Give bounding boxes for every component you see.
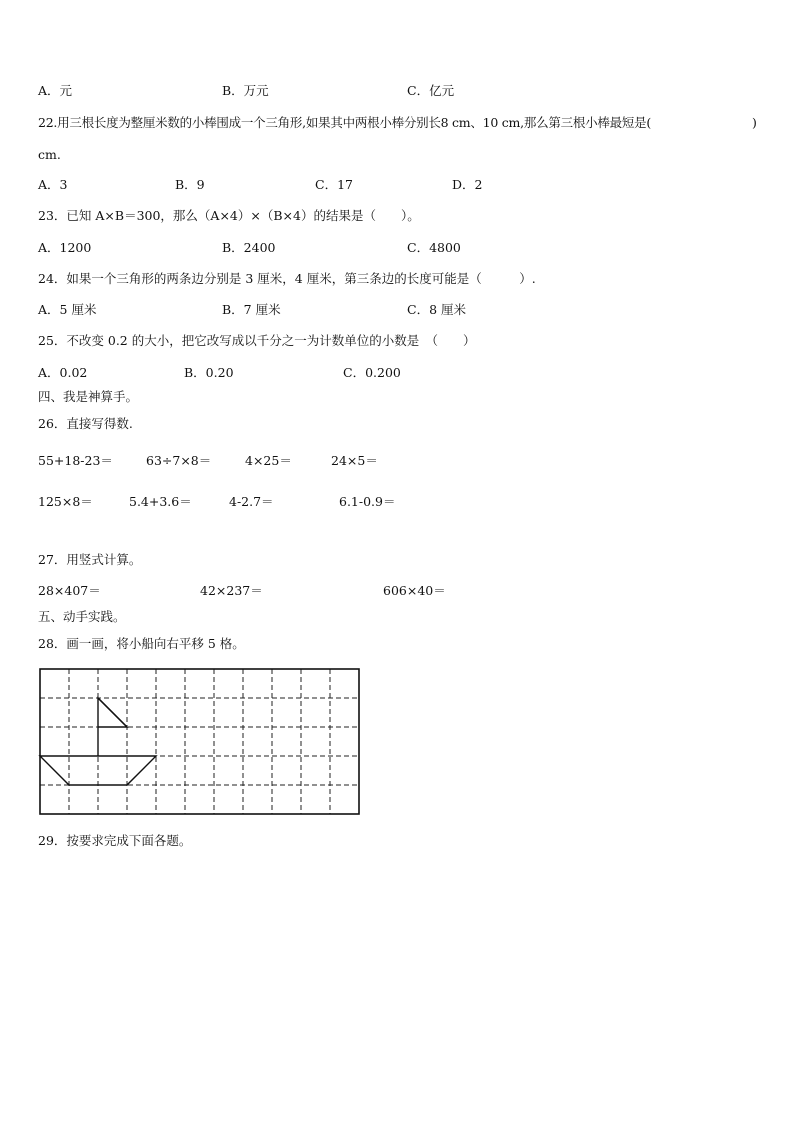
- q25-question: 25．不改变 0.2 的大小，把它改写成以千分之一为计数单位的小数是 （ ）: [38, 333, 476, 348]
- section4-title: 四、我是神算手。: [38, 389, 139, 404]
- q23-option-b: B．2400: [222, 240, 276, 255]
- boat-sail-diagonal: [98, 698, 127, 727]
- q22-option-b: B．9: [175, 177, 205, 192]
- boat-sail: [98, 698, 127, 756]
- q26-item: 63÷7×8＝: [146, 453, 212, 468]
- section5-title: 五、动手实践。: [38, 609, 126, 624]
- q27-item: 28×407＝: [38, 583, 101, 598]
- q26-item: 5.4+3.6＝: [129, 494, 192, 509]
- q25-option-b: B．0.20: [184, 365, 234, 380]
- q21-option-c: C．亿元: [407, 83, 455, 98]
- boat-shape: [40, 698, 156, 785]
- q22-question-line1: 22.用三根长度为整厘米数的小棒围成一个三角形,如果其中两根小棒分别长8 cm、10 cm,那么第三根小棒最短是(: [38, 115, 651, 130]
- q26-item: 4-2.7＝: [229, 494, 274, 509]
- q28-question: 28．画一画，将小船向右平移 5 格。: [38, 636, 245, 651]
- boat-grid: [38, 668, 362, 818]
- q27-question: 27．用竖式计算。: [38, 552, 142, 567]
- q27-item: 606×40＝: [383, 583, 446, 598]
- q24-option-a: A．5 厘米: [38, 302, 97, 317]
- q24-option-c: C．8 厘米: [407, 302, 466, 317]
- q26-item: 4×25＝: [245, 453, 292, 468]
- grid-lines: [40, 669, 359, 814]
- grid-border: [40, 669, 359, 814]
- q25-option-a: A．0.02: [38, 365, 88, 380]
- q22-option-d: D．2: [452, 177, 483, 192]
- q22-option-a: A．3: [38, 177, 68, 192]
- q27-item: 42×237＝: [200, 583, 263, 598]
- q23-option-a: A．1200: [38, 240, 92, 255]
- q23-question: 23．已知 A×B＝300，那么（A×4）×（B×4）的结果是（ ）。: [38, 208, 420, 223]
- q26-item: 125×8＝: [38, 494, 93, 509]
- q21-option-a: A．元: [38, 83, 73, 98]
- q22-option-c: C．17: [315, 177, 353, 192]
- q23-option-c: C．4800: [407, 240, 461, 255]
- q26-question: 26．直接写得数.: [38, 416, 133, 431]
- q29-question: 29．按要求完成下面各题。: [38, 833, 192, 848]
- q24-option-b: B．7 厘米: [222, 302, 281, 317]
- q22-paren-close: ): [752, 115, 757, 130]
- q25-option-c: C．0.200: [343, 365, 401, 380]
- q26-item: 6.1-0.9＝: [339, 494, 396, 509]
- q22-question-line2: cm.: [38, 147, 61, 162]
- q24-question: 24．如果一个三角形的两条边分别是 3 厘米，4 厘米，第三条边的长度可能是（ ）.: [38, 271, 536, 286]
- q26-item: 55+18-23＝: [38, 453, 113, 468]
- q26-item: 24×5＝: [331, 453, 378, 468]
- q21-option-b: B．万元: [222, 83, 269, 98]
